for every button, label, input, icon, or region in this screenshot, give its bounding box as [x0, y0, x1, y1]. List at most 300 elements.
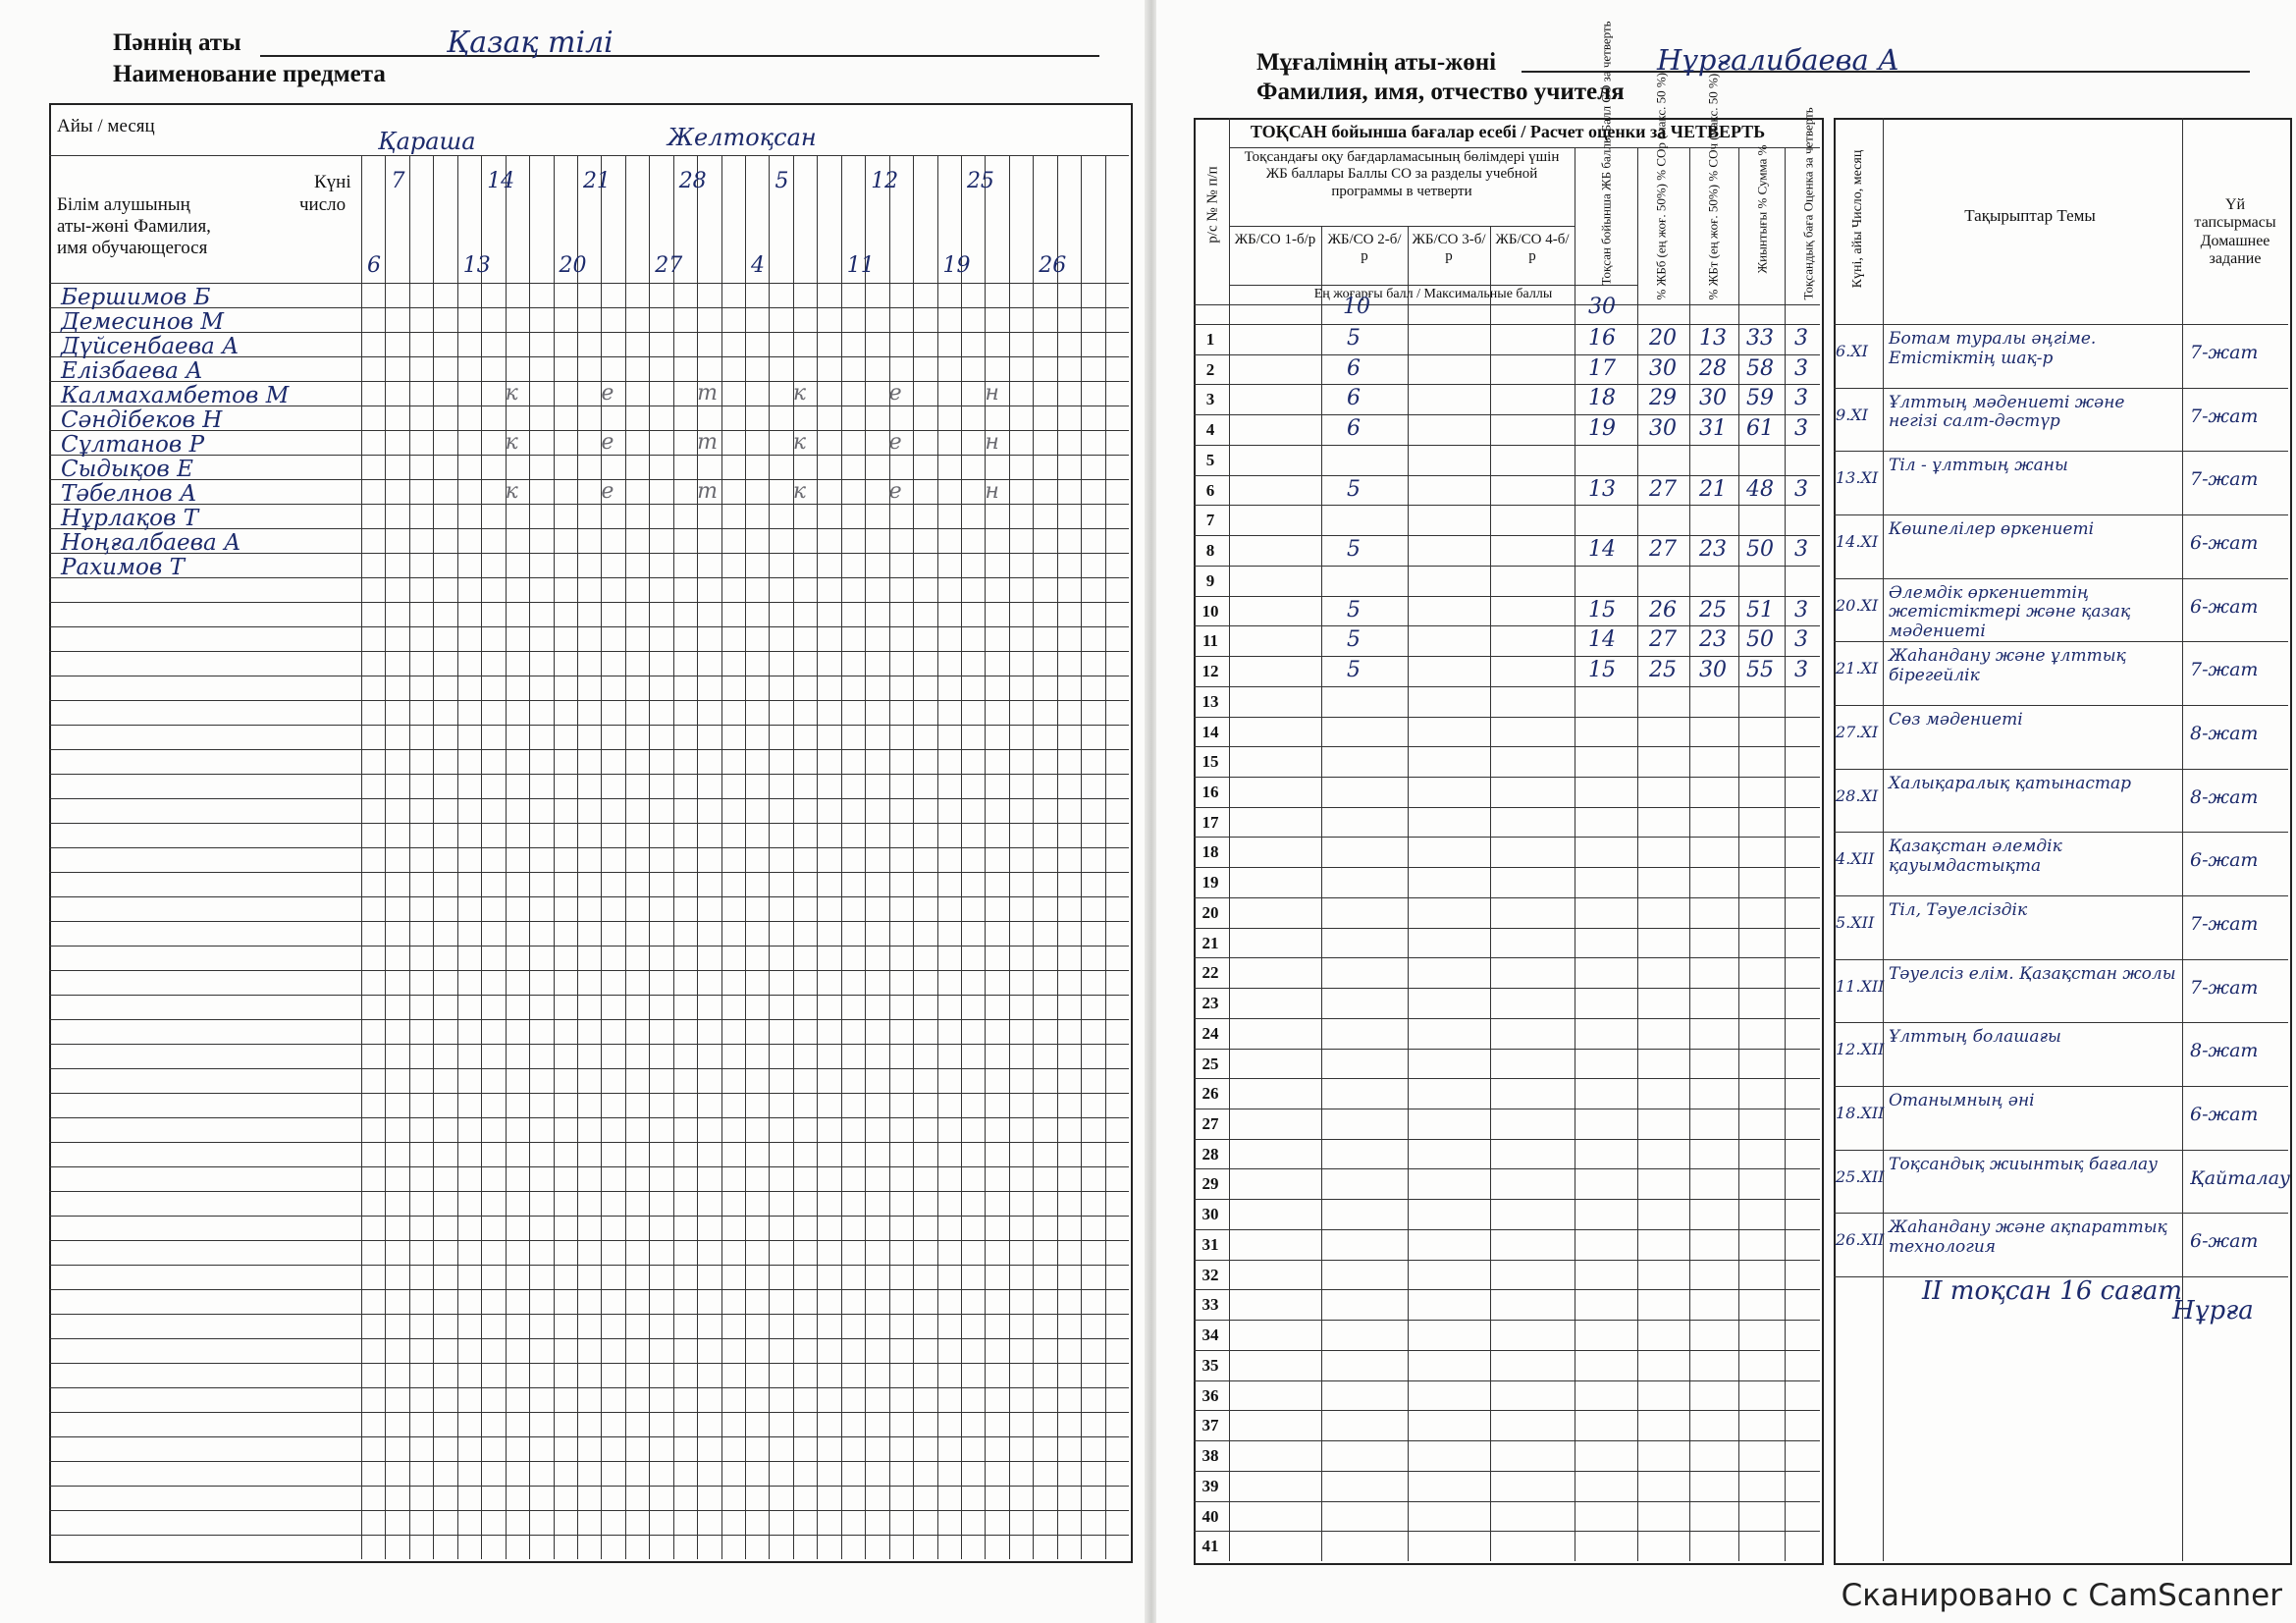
absence-mark: е [888, 479, 902, 504]
grade-soch: 16 [1588, 326, 1616, 351]
day-col-line [554, 155, 555, 1559]
absence-mark: к [505, 430, 518, 455]
so-col-header: ЖБ/СО 3-б/р [1412, 232, 1486, 265]
teacher-label-ru: Фамилия, имя, отчество учителя [1256, 79, 1625, 105]
student-row-line [49, 1166, 1129, 1167]
day-col-line [433, 155, 434, 1559]
grade-sum: 50 [1746, 627, 1774, 653]
grade-p1: 27 [1649, 476, 1677, 502]
topic-hw-col-line [2182, 118, 2183, 1561]
date-bottom: 26 [1039, 253, 1067, 278]
row-number: 34 [1201, 1325, 1219, 1345]
grade-soch: 15 [1588, 658, 1616, 683]
row-number: 21 [1201, 933, 1219, 952]
student-row-line [49, 1240, 1129, 1241]
lesson-date: 5.XII [1836, 913, 1875, 932]
student-row-line [49, 1436, 1129, 1437]
student-row-line [49, 381, 1129, 382]
lesson-date: 4.XII [1836, 849, 1875, 869]
date-bottom: 4 [751, 253, 765, 278]
grade-row-line [1194, 1260, 1820, 1261]
grade-col2: 5 [1347, 658, 1361, 683]
lesson-date: 20.XI [1836, 595, 1879, 615]
lesson-row-line [1834, 451, 2288, 452]
quarter-title: ТОҚСАН бойынша бағалар есебі / Расчет оценки за ЧЕТВЕРТЬ [1250, 122, 1766, 141]
student-row-line [49, 307, 1129, 308]
day-col-line [649, 155, 650, 1559]
lesson-row-line [1834, 514, 2288, 515]
grade-p2: 28 [1699, 355, 1727, 381]
lesson-date: 25.XII [1836, 1166, 1885, 1186]
lesson-row-line [1834, 769, 2288, 770]
grade-soch: 19 [1588, 416, 1616, 442]
grade-p1: 30 [1649, 355, 1677, 381]
row-number: 4 [1205, 420, 1215, 440]
grade-row-line [1194, 1018, 1820, 1019]
absence-mark: к [505, 479, 518, 504]
absence-mark: к [792, 430, 807, 455]
student-name: Демесинов М [61, 309, 224, 335]
max-soch: 30 [1588, 295, 1616, 319]
row-number: 22 [1201, 963, 1219, 983]
grade-p2: 23 [1699, 537, 1727, 563]
grade-row-line [1194, 867, 1820, 868]
grade-p2: 13 [1699, 326, 1727, 351]
lesson-row-line [1834, 705, 2288, 706]
lesson-homework: 7-жат [2190, 342, 2259, 363]
lesson-date: 21.XI [1836, 659, 1879, 678]
grade-sum: 55 [1746, 658, 1774, 683]
date-bottom: 13 [462, 253, 491, 278]
grade-col2: 5 [1347, 627, 1361, 653]
grade-sum: 33 [1746, 326, 1774, 351]
grade-row-line [1194, 475, 1820, 476]
grade-row-line [1194, 777, 1820, 778]
lesson-homework: 7-жат [2190, 468, 2259, 491]
student-name: Сәндібеков Н [61, 407, 223, 433]
rownum-header: р/с № № п/п [1204, 166, 1221, 243]
lesson-homework: 8-жат [2190, 1040, 2259, 1062]
student-row-line [49, 995, 1129, 996]
month-1: Қараша [378, 128, 476, 155]
date-top: 14 [487, 169, 515, 193]
student-row-line [49, 1093, 1129, 1094]
student-row-line [49, 823, 1129, 824]
lesson-topic: Тоқсандық жиынтық бағалау [1889, 1154, 2159, 1174]
student-name: Сыдықов Е [61, 457, 193, 482]
grade-final: 3 [1794, 416, 1808, 442]
header-bottom-line [49, 283, 1129, 284]
lesson-row-line [1834, 641, 2288, 642]
student-row-line [49, 1387, 1129, 1388]
student-row-line [49, 1117, 1129, 1118]
date-top: 25 [966, 169, 994, 193]
date-top: 21 [582, 169, 611, 193]
grade-col-line [1321, 226, 1322, 1561]
grade-soch: 17 [1588, 355, 1616, 381]
day-col-line [961, 155, 962, 1559]
row-number: 20 [1201, 902, 1219, 922]
grade-row-line [1194, 354, 1820, 355]
title-line [1229, 147, 1820, 148]
row-number: 31 [1201, 1234, 1219, 1254]
lesson-row-line [1834, 895, 2288, 896]
teacher-value: Нұрғалибаева А [1657, 43, 1899, 77]
lesson-topic: Ұлттың болашағы [1889, 1027, 2061, 1048]
row-number: 32 [1201, 1265, 1219, 1284]
lesson-homework: 7-жат [2190, 405, 2259, 427]
grade-p1: 27 [1649, 627, 1677, 653]
day-col-line [385, 155, 386, 1559]
lesson-topic: Әлемдік өркениеттің жетістіктері және қазақ мәдениеті [1889, 582, 2131, 641]
day-col-line [889, 155, 890, 1559]
max-col2: 10 [1343, 295, 1370, 319]
grade-max-line [1194, 324, 1820, 325]
student-row-line [49, 725, 1129, 726]
grade-col2: 5 [1347, 537, 1361, 563]
month-row-line [49, 155, 1129, 156]
grade-col-line [1408, 226, 1409, 1561]
student-name: Рахимов Т [61, 555, 185, 580]
day-col-line [1057, 155, 1058, 1559]
row-number: 38 [1201, 1446, 1219, 1466]
grade-row-line [1194, 1350, 1820, 1351]
pct-col-header: % ЖБб (ең жоғ. 50%) % СОр (макс. 50 %) [1653, 72, 1669, 300]
row-number: 37 [1201, 1416, 1219, 1435]
date-top: 12 [871, 169, 899, 193]
day-header-kz: Күні [314, 172, 351, 192]
grade-row-line [1194, 807, 1820, 808]
grade-p2: 31 [1699, 416, 1727, 442]
grade-p1: 29 [1649, 386, 1677, 411]
right-page [1156, 0, 2296, 1623]
camscanner-watermark: Сканировано с CamScanner [1841, 1578, 2282, 1613]
grade-col-line [1490, 226, 1491, 1561]
row-number: 28 [1201, 1144, 1219, 1163]
absence-mark: н [985, 479, 999, 504]
lesson-date: 27.XI [1836, 723, 1879, 741]
absence-mark: е [601, 430, 614, 455]
grade-p1: 27 [1649, 537, 1677, 563]
student-row-line [49, 528, 1129, 529]
absence-mark: е [888, 381, 902, 406]
day-col-line [625, 155, 626, 1559]
row-number: 10 [1201, 601, 1219, 621]
student-row-line [49, 577, 1129, 578]
grade-p1: 26 [1649, 597, 1677, 622]
day-col-line [937, 155, 938, 1559]
row-number: 1 [1205, 330, 1215, 349]
student-row-line [49, 921, 1129, 922]
subject-label-ru: Наименование предмета [113, 61, 386, 87]
student-row-line [49, 1363, 1129, 1364]
lesson-topic: Халықаралық қатынастар [1889, 773, 2132, 793]
grade-row-line [1194, 1168, 1820, 1169]
grade-final: 3 [1794, 326, 1808, 351]
student-row-line [49, 1338, 1129, 1339]
student-row-line [49, 1289, 1129, 1290]
lesson-topic: Көшпелілер өркениеті [1889, 519, 2095, 539]
grade-col2: 6 [1347, 355, 1361, 381]
date-col-header: Күні, айы Число, месяц [1850, 149, 1865, 289]
grade-col2: 6 [1347, 386, 1361, 411]
grade-col2: 6 [1347, 416, 1361, 442]
row-number: 18 [1201, 842, 1219, 862]
grade-final: 3 [1794, 658, 1808, 683]
grade-final: 3 [1794, 355, 1808, 381]
signature: Нұрға [2172, 1296, 2254, 1325]
grade-row-line [1194, 1531, 1820, 1532]
student-name: Нұрлақов Т [61, 506, 199, 531]
lesson-topic: Отанымның әні [1889, 1091, 2035, 1110]
grade-soch: 14 [1588, 537, 1616, 563]
lesson-date: 11.XII [1836, 976, 1885, 996]
so-sub-line [1229, 226, 1575, 227]
row-number: 9 [1205, 570, 1215, 590]
grade-sum: 59 [1746, 386, 1774, 411]
student-row-line [49, 1265, 1129, 1266]
max-label-line [1229, 285, 1637, 286]
row-number: 33 [1201, 1295, 1219, 1315]
student-row-line [49, 946, 1129, 947]
grade-row-line [1194, 837, 1820, 838]
grade-row-line [1194, 535, 1820, 536]
student-row-line [49, 1142, 1129, 1143]
student-row-line [49, 1461, 1129, 1462]
subject-underline [260, 55, 1099, 57]
day-col-line [697, 155, 698, 1559]
date-top: 28 [678, 169, 707, 193]
day-col-line [769, 155, 770, 1559]
student-row-line [49, 847, 1129, 848]
row-number: 15 [1201, 752, 1219, 772]
grade-sum: 48 [1746, 476, 1774, 502]
student-row-line [49, 798, 1129, 799]
lesson-homework: 6-жат [2190, 532, 2259, 554]
grade-col2: 5 [1347, 476, 1361, 502]
day-col-line [1081, 155, 1082, 1559]
row-number: 25 [1201, 1054, 1219, 1073]
student-name: Ноңғалбаева А [61, 530, 241, 556]
grade-sum: 61 [1746, 416, 1774, 442]
lesson-homework: 6-жат [2190, 1230, 2259, 1253]
grade-final: 3 [1794, 386, 1808, 411]
subject-value: Қазақ тілі [447, 26, 614, 60]
day-col-line [673, 155, 674, 1559]
day-header-ru: число [299, 194, 347, 215]
date-bottom: 6 [367, 253, 381, 278]
lesson-date: 18.XII [1836, 1104, 1885, 1122]
lesson-row-line [1834, 1086, 2288, 1087]
day-col-line [1105, 155, 1106, 1559]
lesson-homework: Қайталау [2190, 1166, 2291, 1189]
row-number: 19 [1201, 873, 1219, 893]
day-col-line [481, 155, 482, 1559]
soch-col-header: Тоқсан бойынша ЖБ баллы Балл СО за четверть [1598, 21, 1614, 286]
footer-note: II тоқсан 16 сағат [1922, 1276, 2182, 1306]
date-top: 5 [774, 169, 789, 193]
lesson-topic: Ұлттың мәдениеті және негізі салт-дәстүр [1889, 392, 2125, 432]
grade-row-line [1194, 988, 1820, 989]
topic-header: Тақырыптар Темы [1964, 206, 2096, 225]
absence-mark: н [985, 381, 999, 406]
lesson-row-line [1834, 959, 2288, 960]
grade-soch: 13 [1588, 476, 1616, 502]
grade-col-line [1229, 118, 1230, 1561]
absence-mark: к [505, 381, 518, 406]
lesson-row-line [1834, 832, 2288, 833]
lesson-homework: 8-жат [2190, 723, 2259, 744]
grade-row-line [1194, 717, 1820, 718]
row-number: 35 [1201, 1355, 1219, 1375]
day-col-line [793, 155, 794, 1559]
grade-p2: 25 [1699, 597, 1727, 622]
month-header: Айы / месяц [57, 116, 155, 136]
grade-row-line [1194, 897, 1820, 898]
student-row-line [49, 455, 1129, 456]
absence-mark: т [697, 430, 718, 455]
absence-mark: к [792, 381, 807, 406]
day-col-line [817, 155, 818, 1559]
lesson-date: 13.XI [1836, 468, 1879, 488]
day-col-line [601, 155, 602, 1559]
grade-p2: 30 [1699, 386, 1727, 411]
lesson-topic: Ботам туралы әңгіме. Етістіктің шақ-р [1889, 329, 2097, 368]
row-number: 3 [1205, 390, 1215, 409]
lesson-date: 6.XI [1836, 342, 1868, 360]
student-row-line [49, 1216, 1129, 1217]
grade-final: 3 [1794, 537, 1808, 563]
student-name: Дүйсенбаева А [61, 334, 240, 359]
pct-col-header: Тоқсандық баға Оценка за четверть [1800, 107, 1816, 300]
grade-row-line [1194, 1289, 1820, 1290]
lesson-date: 28.XI [1836, 785, 1879, 805]
grade-p2: 30 [1699, 658, 1727, 683]
row-number: 23 [1201, 994, 1219, 1013]
grade-row-line [1194, 957, 1820, 958]
grade-soch: 18 [1588, 386, 1616, 411]
student-row-line [49, 479, 1129, 480]
day-col-line [409, 155, 410, 1559]
grade-p1: 30 [1649, 416, 1677, 442]
row-number: 14 [1201, 722, 1219, 741]
absence-mark: т [697, 479, 718, 504]
topic-head-line [1834, 324, 2288, 325]
grade-row-line [1194, 1199, 1820, 1200]
grade-row-line [1194, 1139, 1820, 1140]
date-bottom: 11 [846, 253, 875, 278]
so-col-header: ЖБ/СО 1-б/р [1234, 232, 1316, 247]
lesson-homework: 6-жат [2190, 595, 2259, 618]
grade-row-line [1194, 1410, 1820, 1411]
row-number: 6 [1205, 480, 1215, 500]
day-col-line [529, 155, 530, 1559]
absence-mark: е [888, 430, 902, 455]
row-number: 30 [1201, 1205, 1219, 1224]
day-col-line [1033, 155, 1034, 1559]
student-name: Бершимов Б [61, 285, 211, 310]
day-col-line [985, 155, 986, 1559]
grade-row-line [1194, 1320, 1820, 1321]
student-row-line [49, 872, 1129, 873]
grade-sum: 58 [1746, 355, 1774, 381]
student-row-line [49, 700, 1129, 701]
grade-row-line [1194, 928, 1820, 929]
month-2: Желтоқсан [667, 124, 817, 151]
grade-sum: 51 [1746, 597, 1774, 622]
date-bottom: 19 [942, 253, 971, 278]
lesson-date: 12.XII [1836, 1040, 1885, 1059]
grade-row-line [1194, 596, 1820, 597]
lesson-homework: 7-жат [2190, 913, 2259, 935]
row-number: 26 [1201, 1084, 1219, 1104]
grade-row-line [1194, 1229, 1820, 1230]
lesson-topic: Жаһандану және ақпараттық технология [1889, 1217, 2167, 1257]
grade-p1: 20 [1649, 326, 1677, 351]
day-col-line [1009, 155, 1010, 1559]
student-row-line [49, 1412, 1129, 1413]
subject-label-kz: Пәннің аты [113, 29, 241, 56]
grade-row-line [1194, 1078, 1820, 1079]
day-col-line [841, 155, 842, 1559]
absence-mark: е [601, 381, 614, 406]
lesson-row-line [1834, 578, 2288, 579]
day-col-line [457, 155, 458, 1559]
absence-mark: т [697, 381, 718, 406]
lesson-topic: Тіл, Тәуелсіздік [1889, 900, 2028, 920]
row-number: 24 [1201, 1023, 1219, 1043]
absence-mark: н [985, 430, 999, 455]
row-number: 8 [1205, 541, 1215, 561]
lesson-row-line [1834, 1022, 2288, 1023]
day-col-line [913, 155, 914, 1559]
grade-row-line [1194, 1440, 1820, 1441]
student-name: Елізбаева А [61, 358, 203, 384]
student-name: Тәбелнов А [61, 481, 197, 507]
grade-soch: 15 [1588, 597, 1616, 622]
row-number: 29 [1201, 1174, 1219, 1194]
grade-p2: 23 [1699, 627, 1727, 653]
student-header: Білім алушының аты-жөні Фамилия, имя обучающегося [57, 194, 211, 258]
lesson-topic: Тіл - ұлттың жаны [1889, 456, 2068, 476]
grade-p1: 25 [1649, 658, 1677, 683]
lesson-date: 26.XII [1836, 1230, 1885, 1250]
student-name: Сұлтанов Р [61, 432, 205, 458]
grade-p2: 21 [1699, 476, 1727, 502]
lesson-homework: 7-жат [2190, 659, 2259, 681]
lesson-homework: 8-жат [2190, 785, 2259, 808]
row-number: 39 [1201, 1476, 1219, 1495]
day-col-line [577, 155, 578, 1559]
row-number: 13 [1201, 691, 1219, 711]
lesson-topic: Қазақстан әлемдік қауымдастықта [1889, 837, 2062, 876]
grade-row-line [1194, 1049, 1820, 1050]
grade-row-line [1194, 384, 1820, 385]
student-row-line [49, 1068, 1129, 1069]
student-row-line [49, 626, 1129, 627]
day-col-line [721, 155, 722, 1559]
grade-row-line [1194, 1380, 1820, 1381]
student-row-line [49, 1044, 1129, 1045]
lesson-date: 9.XI [1836, 405, 1868, 424]
homework-header: Үй тапсырмасы Домашнее задание [2194, 196, 2276, 268]
student-row-line [49, 1510, 1129, 1511]
date-top: 7 [391, 169, 405, 193]
lesson-date: 14.XI [1836, 532, 1879, 551]
grade-row-line [1194, 1501, 1820, 1502]
grade-final: 3 [1794, 476, 1808, 502]
grade-row-line [1194, 1471, 1820, 1472]
